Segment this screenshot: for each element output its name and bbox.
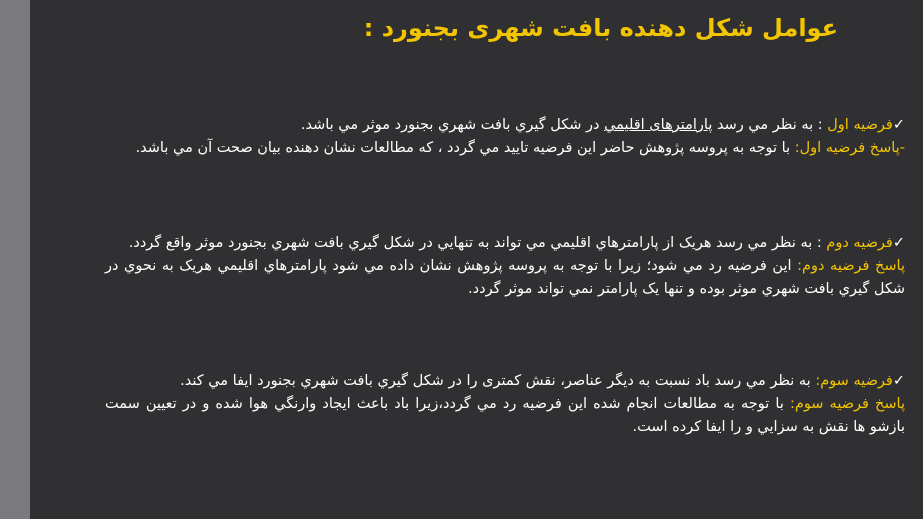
check-icon: ✓	[892, 373, 905, 389]
hypothesis-3-answer-label: پاسخ فرضيه سوم:	[789, 396, 906, 412]
hypothesis-2-answer-label: پاسخ فرضيه دوم:	[797, 258, 905, 274]
hypothesis-1-answer-label: -پاسخ فرضيه اول:	[794, 140, 905, 156]
hypothesis-1-text-pre: : به نظر مي رسد	[712, 117, 828, 133]
hypothesis-3-answer-text: با توجه به مطالعات انجام شده اين فرضيه رد مي گردد،زيرا باد باعث ايجاد وارنگي هوا شده و در تعيين سمت بازشو ها نقش به سزايي و را ايفا کرده است.	[105, 396, 905, 435]
hypothesis-1-statement	[105, 114, 905, 137]
hypothesis-3-text: به نظر مي رسد باد نسبت به ديگر عناصر، نقش کمتری را در شکل گيري بافت شهري بجنورد ايفا مي کند.	[180, 373, 816, 389]
hypothesis-3-statement	[105, 370, 905, 393]
slide-title: عوامل شکل دهنده بافت شهری بجنورد :	[363, 14, 838, 42]
check-icon: ✓	[892, 117, 905, 133]
left-side-strip	[0, 0, 30, 519]
hypothesis-1-label: فرضيه اول	[827, 117, 893, 133]
hypothesis-2-answer-text: اين فرضيه رد مي شود؛ زيرا با توجه به پروسه پژوهش نشان داده مي شود پارامترهاي اقليمي هريک به نحوي در شکل گيري بافت شهري موثر بوده و تنها يک پارامتر نمي تواند موثر گردد.	[105, 258, 905, 297]
hypothesis-3	[105, 370, 905, 439]
slide	[30, 0, 923, 519]
hypothesis-1-answer-text: با توجه به پروسه پژوهش حاضر اين فرضيه تاييد مي گردد ، که مطالعات نشان دهنده بيان صحت آن مي باشد.	[135, 140, 795, 156]
check-icon: ✓	[892, 235, 905, 251]
hypothesis-3-label: فرضيه سوم:	[815, 373, 893, 389]
hypothesis-2-label: فرضيه دوم	[826, 235, 893, 251]
hypothesis-1-text-post: در شکل گيري بافت شهري بجنورد موثر مي باشد.	[300, 117, 605, 133]
hypothesis-1	[105, 114, 905, 160]
hypothesis-2-answer	[105, 255, 905, 301]
hypothesis-3-answer	[105, 393, 905, 439]
hypothesis-1-answer	[105, 137, 905, 160]
hypothesis-2-text: : به نظر مي رسد هريک از پارامترهاي اقليمي مي تواند به تنهايي در شکل گيري بافت شهري بجنورد موثر واقع گردد.	[128, 235, 827, 251]
hypothesis-2	[105, 232, 905, 301]
hypothesis-1-text-underlined: پارامترهای اقليمي	[604, 117, 713, 133]
hypothesis-2-statement	[105, 232, 905, 255]
